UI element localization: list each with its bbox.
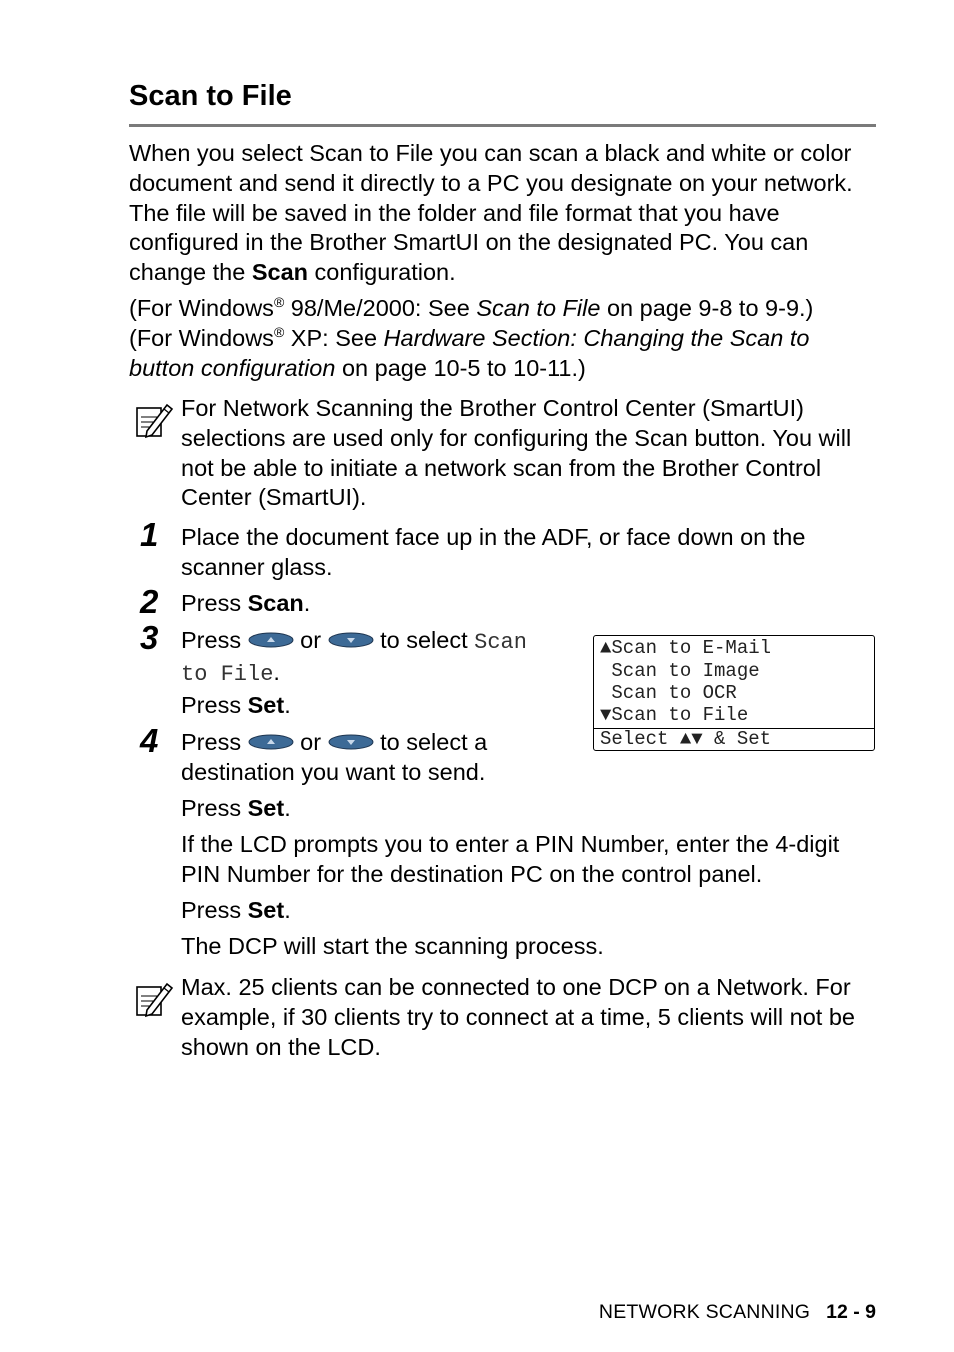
step-number-2: 2 — [140, 583, 159, 620]
set-key-label: Set — [247, 795, 285, 821]
intro-text-end: configuration. — [308, 259, 456, 286]
step-3-text — [181, 626, 581, 690]
step-4-press-set-2 — [181, 896, 291, 926]
down-arrow-key-icon — [328, 734, 374, 750]
ref2-a: (For Windows — [129, 324, 274, 351]
footer-section: NETWORK SCANNING — [598, 1301, 811, 1323]
step-4-text — [181, 728, 581, 788]
step-number-3: 3 — [140, 619, 159, 656]
to-select-label: to select a — [373, 729, 488, 755]
page-footer — [599, 1301, 876, 1324]
period: . — [284, 897, 291, 923]
note-pencil-icon — [133, 399, 175, 441]
note-pencil-icon — [133, 978, 175, 1020]
lcd-line-3: Scan to OCR — [600, 682, 737, 704]
intro-bold: Scan — [251, 259, 308, 286]
note-client-limit: Max. 25 clients can be connected to one DCP on a Network. For example, if 30 clients try to connect at a time, 5 clients will not be shown on the LCD. — [181, 974, 855, 1060]
destination-text: destination you want to send. — [181, 758, 486, 785]
step-number-1: 1 — [140, 516, 159, 553]
ref1-link: Scan to File — [476, 295, 601, 321]
press-label: Press — [181, 627, 248, 653]
press-label: Press — [181, 729, 248, 755]
lcd-option-text: Scan — [474, 630, 527, 655]
ref2-b: XP: See — [284, 324, 384, 351]
step-number-4: 4 — [140, 722, 159, 759]
intro-text: When you select Scan to File you can scan a black and white or color document and send it directly to a PC you designate on your network. The file will be saved in the folder and file format that you have configured in the Brother SmartUI on the designated PC. You can change the — [129, 140, 853, 286]
press-label: Press — [181, 897, 248, 923]
ref2-c: on page 10-5 to 10-11.) — [335, 354, 586, 381]
step-2-text — [181, 589, 310, 619]
step-3-press-set — [181, 691, 291, 721]
period: . — [284, 795, 291, 821]
press-label: Press — [181, 590, 248, 616]
lcd-footer: Select ▲▼ & Set — [600, 728, 772, 750]
lcd-line-1: ▲Scan to E-Mail — [600, 637, 772, 659]
lcd-option-text: to File — [181, 661, 274, 687]
title-rule — [129, 124, 876, 127]
step-4-press-set — [181, 794, 291, 824]
period: . — [284, 692, 291, 718]
note-network-scanning: For Network Scanning the Brother Control Center (SmartUI) selections are used only for configuring the Scan button. You will not be able to initiate a network scan from the Brother Control Center (SmartUI). — [181, 395, 852, 511]
step-1-text: Place the document face up in the ADF, or face down on the scanner glass. — [181, 524, 806, 580]
press-label: Press — [181, 795, 248, 821]
period: . — [273, 658, 280, 685]
lcd-line-2: Scan to Image — [600, 660, 760, 682]
footer-page-number: 12 - 9 — [826, 1301, 876, 1323]
period: . — [303, 590, 311, 616]
pin-instruction: If the LCD prompts you to enter a PIN Number, enter the 4-digit PIN Number for the destination PC on the control panel. — [181, 831, 840, 887]
lcd-line-4: ▼Scan to File — [600, 704, 749, 726]
set-key-label: Set — [247, 897, 285, 923]
or-label: or — [293, 729, 328, 755]
ref1-b: 98/Me/2000: See — [284, 295, 477, 321]
ref1-a: (For Windows — [129, 295, 274, 321]
down-arrow-key-icon — [328, 632, 374, 648]
lcd-display — [593, 635, 875, 751]
to-select-label: to select — [373, 627, 475, 653]
intro-paragraph — [129, 139, 879, 288]
registered-mark: ® — [273, 323, 285, 340]
ref2-link: Hardware Section: Changing the Scan to button configuration — [129, 324, 810, 381]
registered-mark: ® — [273, 294, 285, 311]
ref1-c: on page 9-8 to 9-9.) — [600, 295, 814, 321]
windows-references — [129, 294, 879, 383]
page-title: Scan to File — [129, 80, 292, 112]
up-arrow-key-icon — [248, 632, 294, 648]
scan-key-label: Scan — [247, 590, 304, 616]
scanning-start-text: The DCP will start the scanning process. — [181, 933, 604, 959]
set-key-label: Set — [247, 692, 285, 718]
up-arrow-key-icon — [248, 734, 294, 750]
press-label: Press — [181, 692, 248, 718]
or-label: or — [293, 627, 328, 653]
